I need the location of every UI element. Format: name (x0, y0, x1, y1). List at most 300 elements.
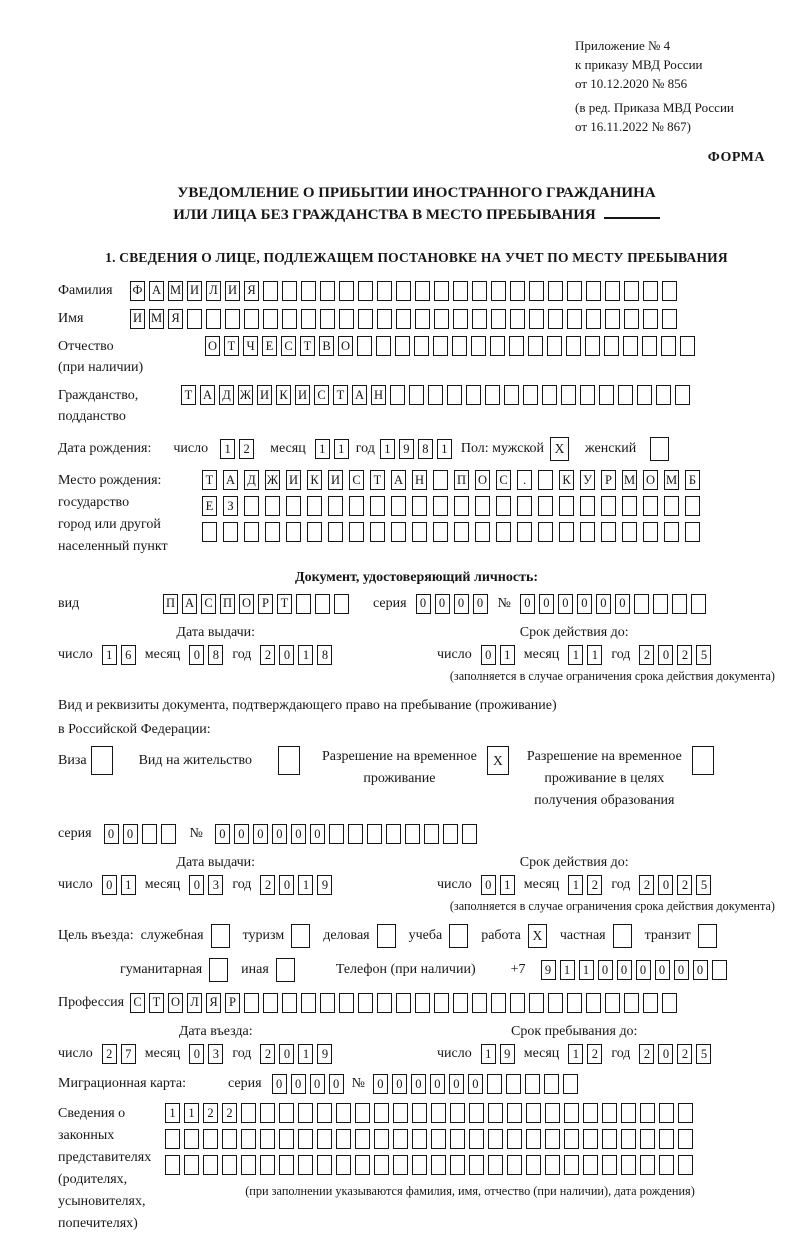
char-cell[interactable] (545, 1103, 560, 1123)
char-cell[interactable]: Р (258, 594, 273, 614)
char-cell[interactable]: 0 (279, 645, 294, 665)
char-cell[interactable] (355, 1129, 370, 1149)
char-cell[interactable]: 0 (215, 824, 230, 844)
char-cell[interactable] (286, 496, 301, 516)
char-cell[interactable]: 1 (579, 960, 594, 980)
char-cell[interactable] (583, 1155, 598, 1175)
char-cell[interactable]: И (130, 309, 145, 329)
char-cell[interactable] (244, 522, 259, 542)
char-cell[interactable] (643, 309, 658, 329)
char-cell[interactable] (298, 1155, 313, 1175)
char-cell[interactable]: 2 (677, 875, 692, 895)
char-cell[interactable] (640, 1155, 655, 1175)
char-cell[interactable] (685, 496, 700, 516)
char-cell[interactable] (431, 1155, 446, 1175)
char-cell[interactable] (564, 1103, 579, 1123)
char-cell[interactable] (529, 993, 544, 1013)
char-cell[interactable] (286, 522, 301, 542)
char-cell[interactable]: 1 (220, 439, 235, 459)
char-cell[interactable] (307, 522, 322, 542)
char-cell[interactable] (526, 1103, 541, 1123)
char-cell[interactable]: 2 (260, 645, 275, 665)
char-cell[interactable] (206, 309, 221, 329)
char-cell[interactable] (377, 309, 392, 329)
char-cell[interactable] (282, 993, 297, 1013)
char-cell[interactable] (454, 496, 469, 516)
char-cell[interactable] (339, 993, 354, 1013)
char-cell[interactable]: Я (206, 993, 221, 1013)
char-cell[interactable] (680, 336, 695, 356)
char-cell[interactable] (203, 1129, 218, 1149)
char-cell[interactable]: Л (206, 281, 221, 301)
residence-permit-checkbox[interactable] (278, 746, 300, 775)
char-cell[interactable]: К (559, 470, 574, 490)
char-cell[interactable]: 2 (677, 645, 692, 665)
char-cell[interactable] (434, 309, 449, 329)
char-cell[interactable] (393, 1155, 408, 1175)
char-cell[interactable] (601, 496, 616, 516)
char-cell[interactable] (559, 522, 574, 542)
char-cell[interactable]: 0 (468, 1074, 483, 1094)
char-cell[interactable]: 8 (418, 439, 433, 459)
char-cell[interactable] (279, 1103, 294, 1123)
char-cell[interactable] (367, 824, 382, 844)
char-cell[interactable]: 3 (208, 875, 223, 895)
char-cell[interactable]: 0 (558, 594, 573, 614)
char-cell[interactable]: П (163, 594, 178, 614)
char-cell[interactable]: 2 (222, 1103, 237, 1123)
char-cell[interactable]: 1 (560, 960, 575, 980)
temp-residence-edu-checkbox[interactable] (692, 746, 714, 775)
char-cell[interactable] (298, 1129, 313, 1149)
char-cell[interactable]: 8 (208, 645, 223, 665)
char-cell[interactable]: Б (685, 470, 700, 490)
char-cell[interactable] (542, 385, 557, 405)
char-cell[interactable] (507, 1129, 522, 1149)
temp-residence-checkbox[interactable]: X (487, 746, 509, 775)
char-cell[interactable] (161, 824, 176, 844)
char-cell[interactable] (491, 281, 506, 301)
char-cell[interactable]: 1 (568, 645, 583, 665)
char-cell[interactable]: 0 (189, 1044, 204, 1064)
char-cell[interactable] (472, 993, 487, 1013)
char-cell[interactable]: 0 (279, 875, 294, 895)
char-cell[interactable] (165, 1155, 180, 1175)
char-cell[interactable] (328, 522, 343, 542)
char-cell[interactable] (517, 522, 532, 542)
char-cell[interactable] (659, 1129, 674, 1149)
char-cell[interactable]: 0 (473, 594, 488, 614)
char-cell[interactable] (282, 281, 297, 301)
char-cell[interactable]: 0 (520, 594, 535, 614)
char-cell[interactable] (412, 1155, 427, 1175)
sex-female-checkbox[interactable] (650, 437, 669, 461)
char-cell[interactable]: 8 (317, 645, 332, 665)
char-cell[interactable]: 1 (587, 645, 602, 665)
char-cell[interactable]: 2 (639, 1044, 654, 1064)
char-cell[interactable]: И (257, 385, 272, 405)
char-cell[interactable] (222, 1129, 237, 1149)
char-cell[interactable]: 2 (203, 1103, 218, 1123)
char-cell[interactable]: Ч (243, 336, 258, 356)
char-cell[interactable] (202, 522, 217, 542)
char-cell[interactable] (656, 385, 671, 405)
char-cell[interactable] (586, 309, 601, 329)
char-cell[interactable] (260, 1103, 275, 1123)
char-cell[interactable]: С (314, 385, 329, 405)
char-cell[interactable] (563, 1074, 578, 1094)
char-cell[interactable] (538, 522, 553, 542)
char-cell[interactable]: 0 (539, 594, 554, 614)
char-cell[interactable] (450, 1155, 465, 1175)
char-cell[interactable]: 1 (165, 1103, 180, 1123)
char-cell[interactable]: 2 (260, 875, 275, 895)
char-cell[interactable]: 0 (615, 594, 630, 614)
char-cell[interactable] (712, 960, 727, 980)
char-cell[interactable]: 0 (291, 1074, 306, 1094)
char-cell[interactable] (396, 281, 411, 301)
char-cell[interactable]: 2 (260, 1044, 275, 1064)
char-cell[interactable]: А (352, 385, 367, 405)
char-cell[interactable] (412, 522, 427, 542)
char-cell[interactable] (320, 309, 335, 329)
char-cell[interactable]: Т (149, 993, 164, 1013)
char-cell[interactable] (142, 824, 157, 844)
char-cell[interactable]: 0 (272, 1074, 287, 1094)
char-cell[interactable] (634, 594, 649, 614)
char-cell[interactable]: 9 (541, 960, 556, 980)
char-cell[interactable] (320, 281, 335, 301)
char-cell[interactable]: 2 (639, 645, 654, 665)
char-cell[interactable] (222, 1155, 237, 1175)
char-cell[interactable] (637, 385, 652, 405)
char-cell[interactable] (545, 1129, 560, 1149)
char-cell[interactable] (622, 496, 637, 516)
char-cell[interactable] (349, 522, 364, 542)
char-cell[interactable]: 1 (298, 875, 313, 895)
char-cell[interactable]: О (475, 470, 490, 490)
char-cell[interactable] (452, 336, 467, 356)
char-cell[interactable]: Я (244, 281, 259, 301)
char-cell[interactable]: 2 (587, 1044, 602, 1064)
char-cell[interactable] (491, 993, 506, 1013)
char-cell[interactable] (567, 309, 582, 329)
char-cell[interactable] (433, 522, 448, 542)
char-cell[interactable]: С (349, 470, 364, 490)
char-cell[interactable]: 0 (279, 1044, 294, 1064)
char-cell[interactable]: 0 (449, 1074, 464, 1094)
char-cell[interactable]: 1 (500, 645, 515, 665)
char-cell[interactable] (604, 336, 619, 356)
char-cell[interactable]: 1 (298, 1044, 313, 1064)
char-cell[interactable] (431, 1103, 446, 1123)
char-cell[interactable]: Т (224, 336, 239, 356)
char-cell[interactable] (355, 1155, 370, 1175)
char-cell[interactable]: А (200, 385, 215, 405)
char-cell[interactable] (624, 993, 639, 1013)
char-cell[interactable] (415, 993, 430, 1013)
char-cell[interactable] (621, 1129, 636, 1149)
char-cell[interactable] (485, 385, 500, 405)
char-cell[interactable]: Ж (238, 385, 253, 405)
char-cell[interactable] (374, 1155, 389, 1175)
char-cell[interactable]: Т (300, 336, 315, 356)
char-cell[interactable] (386, 824, 401, 844)
char-cell[interactable]: 1 (298, 645, 313, 665)
char-cell[interactable]: 0 (577, 594, 592, 614)
char-cell[interactable]: 1 (380, 439, 395, 459)
char-cell[interactable]: 2 (102, 1044, 117, 1064)
char-cell[interactable]: Д (219, 385, 234, 405)
char-cell[interactable]: 9 (399, 439, 414, 459)
char-cell[interactable] (580, 522, 595, 542)
char-cell[interactable]: О (643, 470, 658, 490)
char-cell[interactable] (621, 1103, 636, 1123)
char-cell[interactable] (529, 281, 544, 301)
char-cell[interactable] (659, 1103, 674, 1123)
char-cell[interactable] (605, 309, 620, 329)
char-cell[interactable] (433, 496, 448, 516)
char-cell[interactable]: 1 (481, 1044, 496, 1064)
char-cell[interactable] (301, 993, 316, 1013)
char-cell[interactable] (390, 385, 405, 405)
char-cell[interactable] (244, 496, 259, 516)
char-cell[interactable] (263, 993, 278, 1013)
char-cell[interactable] (469, 1155, 484, 1175)
char-cell[interactable]: 0 (598, 960, 613, 980)
char-cell[interactable]: 7 (121, 1044, 136, 1064)
char-cell[interactable] (244, 309, 259, 329)
char-cell[interactable]: 0 (655, 960, 670, 980)
char-cell[interactable] (564, 1129, 579, 1149)
char-cell[interactable]: Е (202, 496, 217, 516)
char-cell[interactable]: 0 (329, 1074, 344, 1094)
char-cell[interactable] (298, 1103, 313, 1123)
char-cell[interactable] (265, 522, 280, 542)
purpose-study-checkbox[interactable] (449, 924, 468, 948)
char-cell[interactable]: Д (244, 470, 259, 490)
char-cell[interactable]: 3 (208, 1044, 223, 1064)
char-cell[interactable] (602, 1155, 617, 1175)
char-cell[interactable] (678, 1155, 693, 1175)
char-cell[interactable] (336, 1103, 351, 1123)
char-cell[interactable]: 0 (658, 875, 673, 895)
char-cell[interactable]: 1 (437, 439, 452, 459)
char-cell[interactable]: 0 (272, 824, 287, 844)
char-cell[interactable]: 5 (696, 1044, 711, 1064)
char-cell[interactable] (559, 496, 574, 516)
char-cell[interactable]: 1 (334, 439, 349, 459)
char-cell[interactable]: Ж (265, 470, 280, 490)
purpose-official-checkbox[interactable] (211, 924, 230, 948)
char-cell[interactable] (393, 1129, 408, 1149)
char-cell[interactable]: А (149, 281, 164, 301)
char-cell[interactable] (685, 522, 700, 542)
char-cell[interactable] (491, 309, 506, 329)
char-cell[interactable] (678, 1129, 693, 1149)
char-cell[interactable]: 0 (481, 875, 496, 895)
char-cell[interactable]: М (622, 470, 637, 490)
char-cell[interactable] (376, 336, 391, 356)
char-cell[interactable] (315, 594, 330, 614)
char-cell[interactable] (643, 496, 658, 516)
char-cell[interactable] (225, 309, 240, 329)
char-cell[interactable]: 0 (102, 875, 117, 895)
purpose-tourism-checkbox[interactable] (291, 924, 310, 948)
char-cell[interactable] (602, 1103, 617, 1123)
char-cell[interactable] (488, 1103, 503, 1123)
char-cell[interactable] (434, 281, 449, 301)
char-cell[interactable] (241, 1155, 256, 1175)
purpose-humanitarian-checkbox[interactable] (209, 958, 228, 982)
char-cell[interactable] (348, 824, 363, 844)
char-cell[interactable] (377, 993, 392, 1013)
char-cell[interactable] (428, 385, 443, 405)
char-cell[interactable] (396, 309, 411, 329)
char-cell[interactable]: М (664, 470, 679, 490)
char-cell[interactable] (585, 336, 600, 356)
char-cell[interactable]: И (187, 281, 202, 301)
char-cell[interactable]: 0 (104, 824, 119, 844)
char-cell[interactable]: 0 (658, 645, 673, 665)
char-cell[interactable] (662, 309, 677, 329)
char-cell[interactable]: Р (225, 993, 240, 1013)
char-cell[interactable]: Л (187, 993, 202, 1013)
char-cell[interactable]: А (182, 594, 197, 614)
char-cell[interactable]: 5 (696, 645, 711, 665)
char-cell[interactable]: М (149, 309, 164, 329)
purpose-private-checkbox[interactable] (613, 924, 632, 948)
char-cell[interactable]: 6 (121, 645, 136, 665)
char-cell[interactable] (509, 336, 524, 356)
char-cell[interactable] (301, 309, 316, 329)
char-cell[interactable]: С (281, 336, 296, 356)
char-cell[interactable] (469, 1129, 484, 1149)
char-cell[interactable]: 0 (123, 824, 138, 844)
char-cell[interactable]: 1 (568, 875, 583, 895)
char-cell[interactable] (623, 336, 638, 356)
char-cell[interactable]: И (328, 470, 343, 490)
char-cell[interactable]: 0 (291, 824, 306, 844)
char-cell[interactable] (317, 1103, 332, 1123)
char-cell[interactable] (643, 281, 658, 301)
char-cell[interactable]: А (223, 470, 238, 490)
sex-male-checkbox[interactable]: X (550, 437, 569, 461)
char-cell[interactable] (507, 1103, 522, 1123)
char-cell[interactable] (433, 470, 448, 490)
char-cell[interactable] (466, 385, 481, 405)
char-cell[interactable] (643, 993, 658, 1013)
char-cell[interactable]: Е (262, 336, 277, 356)
char-cell[interactable] (496, 496, 511, 516)
char-cell[interactable] (424, 824, 439, 844)
visa-checkbox[interactable] (91, 746, 113, 775)
char-cell[interactable] (545, 1155, 560, 1175)
char-cell[interactable]: Я (168, 309, 183, 329)
char-cell[interactable] (447, 385, 462, 405)
char-cell[interactable] (675, 385, 690, 405)
char-cell[interactable]: Т (333, 385, 348, 405)
char-cell[interactable] (279, 1155, 294, 1175)
char-cell[interactable] (357, 336, 372, 356)
char-cell[interactable] (624, 281, 639, 301)
char-cell[interactable] (415, 309, 430, 329)
char-cell[interactable] (548, 281, 563, 301)
char-cell[interactable]: З (223, 496, 238, 516)
char-cell[interactable] (320, 993, 335, 1013)
char-cell[interactable]: 0 (411, 1074, 426, 1094)
char-cell[interactable]: А (391, 470, 406, 490)
char-cell[interactable] (443, 824, 458, 844)
char-cell[interactable] (490, 336, 505, 356)
char-cell[interactable] (374, 1103, 389, 1123)
char-cell[interactable]: Н (371, 385, 386, 405)
char-cell[interactable] (488, 1129, 503, 1149)
char-cell[interactable] (544, 1074, 559, 1094)
char-cell[interactable]: О (239, 594, 254, 614)
char-cell[interactable]: 0 (189, 875, 204, 895)
char-cell[interactable] (605, 993, 620, 1013)
char-cell[interactable]: П (454, 470, 469, 490)
char-cell[interactable] (336, 1129, 351, 1149)
char-cell[interactable]: 0 (636, 960, 651, 980)
char-cell[interactable]: 1 (568, 1044, 583, 1064)
char-cell[interactable]: П (220, 594, 235, 614)
char-cell[interactable]: 9 (317, 1044, 332, 1064)
char-cell[interactable] (203, 1155, 218, 1175)
char-cell[interactable]: 1 (121, 875, 136, 895)
char-cell[interactable] (586, 281, 601, 301)
char-cell[interactable] (517, 496, 532, 516)
char-cell[interactable] (260, 1155, 275, 1175)
char-cell[interactable]: С (130, 993, 145, 1013)
char-cell[interactable] (450, 1129, 465, 1149)
char-cell[interactable] (583, 1129, 598, 1149)
purpose-work-checkbox[interactable]: X (528, 924, 547, 948)
char-cell[interactable]: С (496, 470, 511, 490)
char-cell[interactable] (472, 309, 487, 329)
char-cell[interactable]: К (307, 470, 322, 490)
char-cell[interactable] (664, 496, 679, 516)
char-cell[interactable] (469, 1103, 484, 1123)
char-cell[interactable]: Ф (130, 281, 145, 301)
char-cell[interactable]: И (225, 281, 240, 301)
char-cell[interactable] (662, 993, 677, 1013)
char-cell[interactable] (526, 1155, 541, 1175)
char-cell[interactable] (659, 1155, 674, 1175)
char-cell[interactable] (358, 993, 373, 1013)
char-cell[interactable] (586, 993, 601, 1013)
purpose-business-checkbox[interactable] (377, 924, 396, 948)
char-cell[interactable] (450, 1103, 465, 1123)
char-cell[interactable]: У (580, 470, 595, 490)
char-cell[interactable] (334, 594, 349, 614)
char-cell[interactable] (691, 594, 706, 614)
char-cell[interactable] (339, 281, 354, 301)
char-cell[interactable] (526, 1129, 541, 1149)
char-cell[interactable] (415, 281, 430, 301)
char-cell[interactable]: 0 (310, 824, 325, 844)
char-cell[interactable]: И (295, 385, 310, 405)
char-cell[interactable] (548, 993, 563, 1013)
char-cell[interactable]: 0 (253, 824, 268, 844)
char-cell[interactable]: 0 (454, 594, 469, 614)
char-cell[interactable] (358, 281, 373, 301)
char-cell[interactable]: 0 (674, 960, 689, 980)
char-cell[interactable] (661, 336, 676, 356)
char-cell[interactable] (488, 1155, 503, 1175)
char-cell[interactable] (412, 1103, 427, 1123)
